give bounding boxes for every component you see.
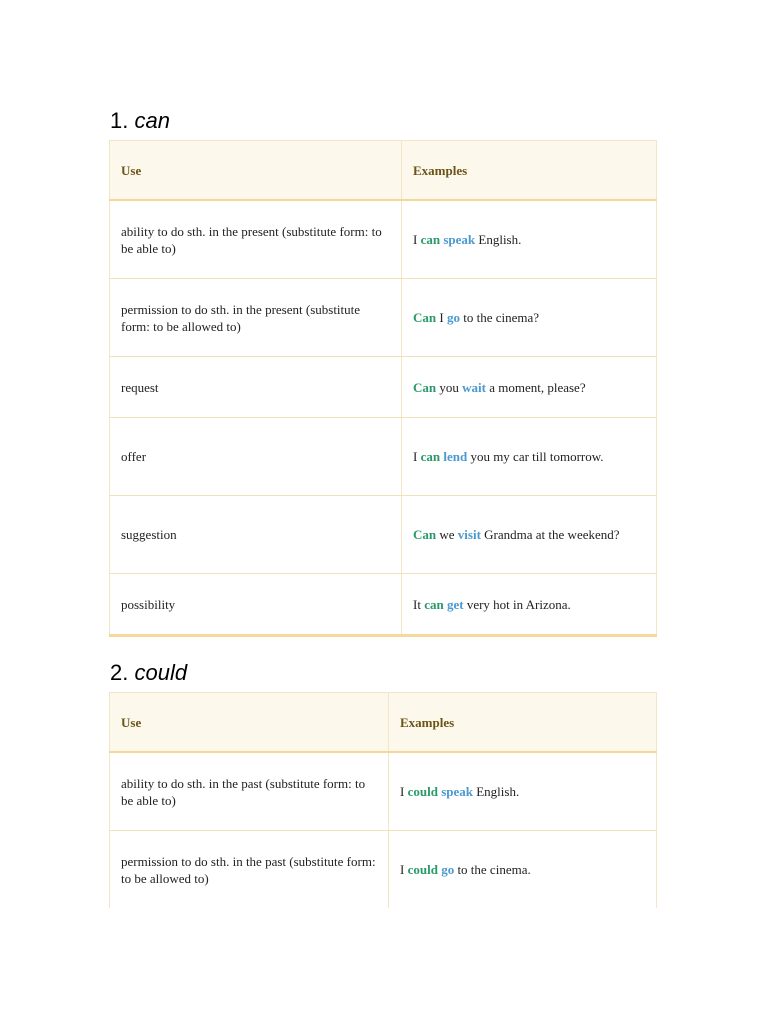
header-examples: Examples [402,141,657,201]
example-text: English. [472,784,520,799]
example-text: you my car till tomorrow. [467,449,604,464]
header-examples: Examples [389,693,657,753]
main-verb: visit [457,527,481,542]
table-row [110,574,657,636]
example-cell [402,357,657,418]
modal-word: can [420,449,441,464]
use-cell: ability to do sth. in the present (substitute form: to be able to) [110,200,402,279]
modal-word: could [407,784,438,799]
use-cell: suggestion [110,496,402,574]
main-verb: go [446,310,460,325]
modal-word: Can [413,527,437,542]
example-text: I [400,862,408,877]
example-text: I [436,310,447,325]
modal-word: can [420,232,441,247]
main-verb: get [446,596,464,612]
main-verb: go [441,862,455,877]
use-cell: ability to do sth. in the past (substitute form: to be able to) [110,752,389,831]
section-number: 2. [110,660,129,685]
modal-word: Can [413,379,437,395]
table-header-row [110,141,657,201]
table-row [110,357,657,418]
table-row [110,418,657,496]
example-text: to the cinema? [459,310,540,325]
use-cell: permission to do sth. in the present (substitute form: to be allowed to) [110,279,402,357]
example-text: a moment, please? [485,379,586,395]
section-title-could [110,660,187,686]
modal-word: can [424,596,444,612]
table-row [110,279,657,357]
example-text: to the cinema. [454,862,531,877]
header-use: Use [110,693,389,753]
section-number: 1. [110,108,129,133]
example-cell [402,574,657,636]
example-text: very hot in Arizona. [463,596,571,612]
can-usage-table [109,140,657,637]
section-word: could [134,660,188,685]
table-row [110,200,657,279]
header-use: Use [110,141,402,201]
example-cell [402,200,657,279]
table-header-row [110,693,657,753]
main-verb: wait [462,379,486,395]
example-text: I [413,232,421,247]
example-text: I [400,784,408,799]
section-word: can [134,108,170,133]
main-verb: speak [443,232,476,247]
example-cell [402,496,657,574]
example-text: you [436,379,463,395]
table-row [110,752,657,831]
example-text: It [413,596,425,612]
example-text: I [413,449,421,464]
example-cell [402,279,657,357]
main-verb: lend [443,449,468,464]
section-title-can [110,108,170,134]
could-usage-table [109,692,657,908]
example-text: English. [475,232,522,247]
example-cell [389,831,657,909]
use-cell: request [110,357,402,418]
use-cell: permission to do sth. in the past (substitute form: to be allowed to) [110,831,389,909]
example-text: we [436,527,458,542]
table-row [110,831,657,909]
use-cell: offer [110,418,402,496]
table-row [110,496,657,574]
example-cell [389,752,657,831]
modal-word: Can [413,310,437,325]
main-verb: speak [441,784,473,799]
example-text: Grandma at the weekend? [480,527,620,542]
example-cell [402,418,657,496]
use-cell: possibility [110,574,402,636]
modal-word: could [407,862,438,877]
